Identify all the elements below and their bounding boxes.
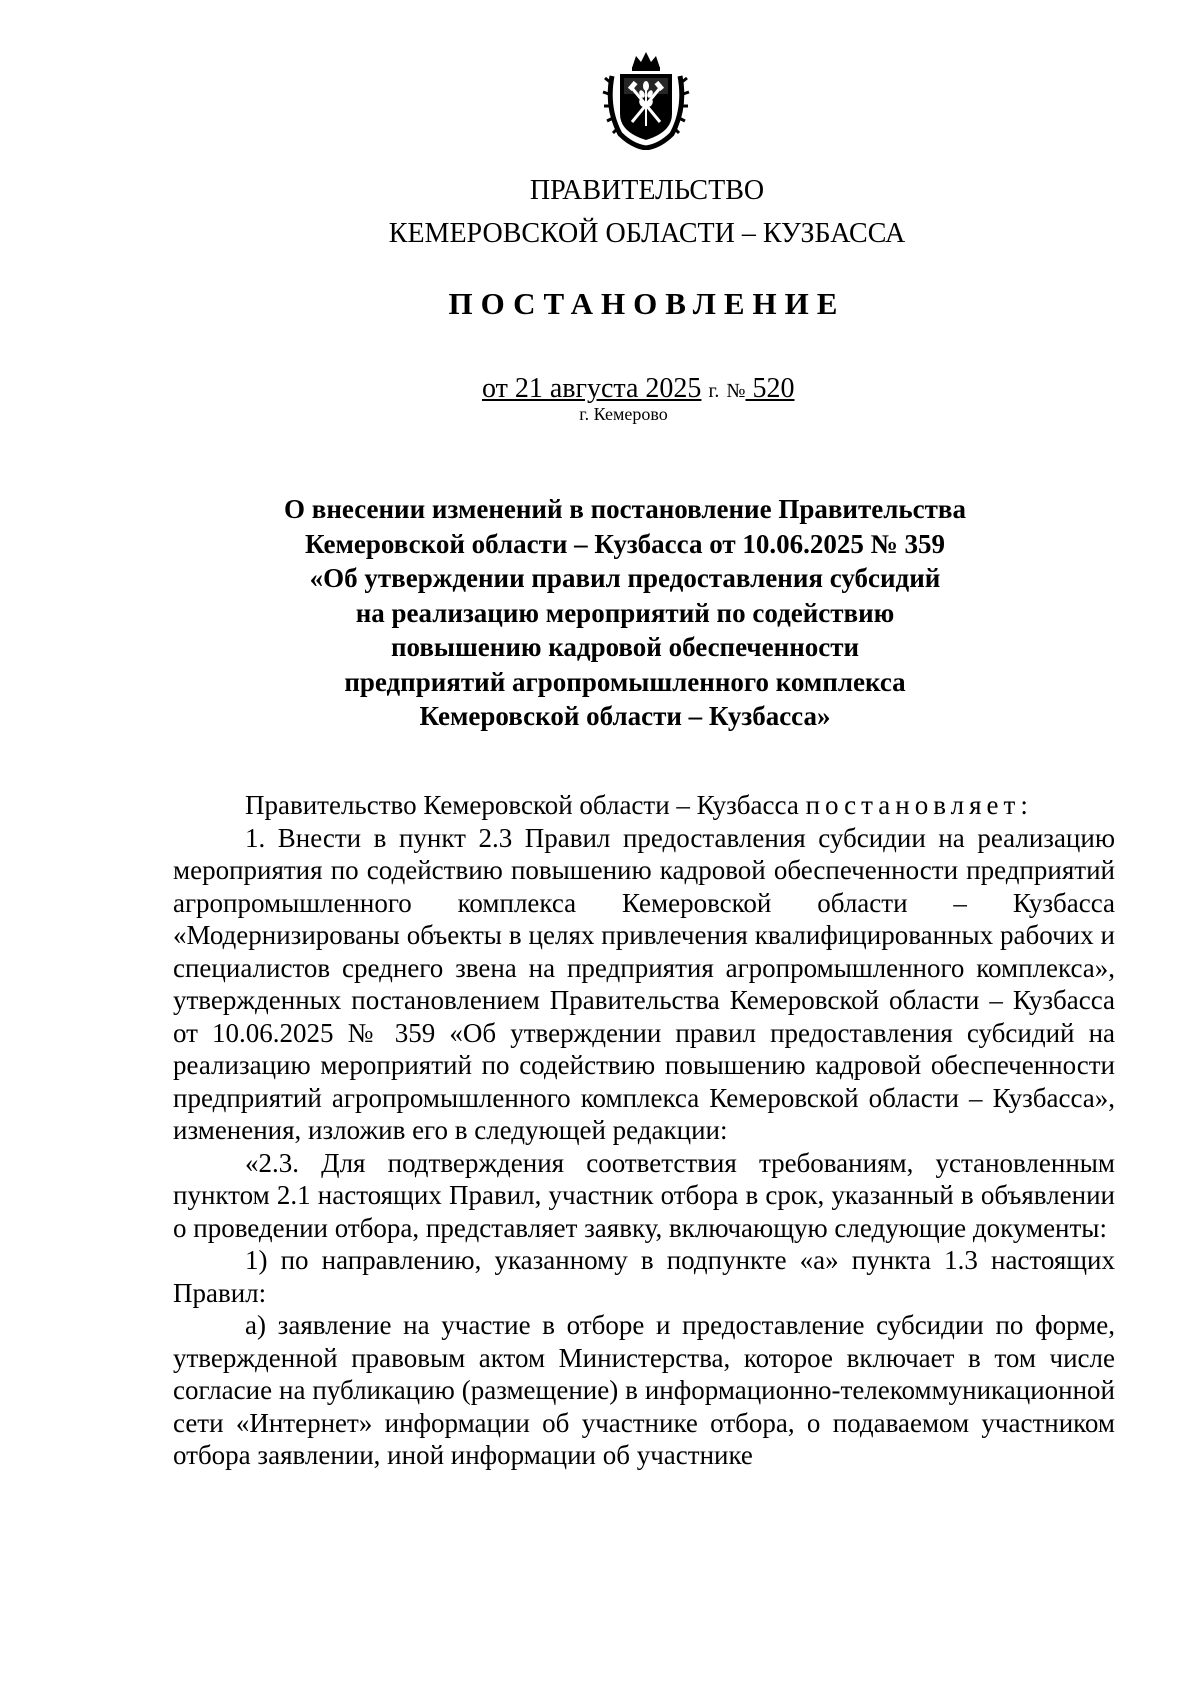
title-line: предприятий агропромышленного комплекса xyxy=(344,666,906,697)
title-line: О внесении изменений в постановление Правительства xyxy=(284,494,966,524)
date-number-line xyxy=(482,373,794,405)
document-title xyxy=(230,492,1020,734)
document-number: 520 xyxy=(752,373,795,404)
body-paragraph: 1. Внести в пункт 2.3 Правил предоставления субсидии на реализацию мероприятия по содействию повышению кадровой обеспеченности предприятий агропромышленного комплекса Кемеровской области – Кузбасса «Модернизированы объекты в целях привлечения квалифицированных рабочих и специалистов среднего звена на предприятия агропромышленного комплекса», утвержденных постановлением Правительства Кемеровской области – Кузбасса от 10.06.2025 № 359 «Об утверждении правил предоставления субсидий на реализацию мероприятий по содействию повышению кадровой обеспеченности предприятий агропромышленного комплекса Кемеровской области – Кузбасса», изменения, изложив его в следующей редакции: xyxy=(173,822,1115,1145)
number-sign: № xyxy=(726,380,746,402)
title-line: повышению кадровой обеспеченности xyxy=(390,632,860,662)
preamble-paragraph: Правительство Кемеровской области – Кузбасса постановляет: xyxy=(245,790,1028,820)
coat-of-arms-icon xyxy=(602,48,690,150)
body-paragraph: а) заявление на участие в отборе и предоставление субсидии по форме, утвержденной правовым актом Министерства, которое включает в том числе согласие на публикацию (размещение) в информационно-телекоммуникационной сети «Интернет» информации об участнике отбора, о подаваемом участником отбора заявлении, иной информации об участнике xyxy=(173,1310,1115,1470)
title-line: Кемеровской области – Кузбасса от 10.06.2025 № 359 xyxy=(304,528,946,559)
document-body xyxy=(173,789,1115,1472)
body-paragraph: 1) по направлению, указанному в подпункте «а» пункта 1.3 настоящих Правил: xyxy=(173,1245,1115,1308)
org-name-line2: КЕМЕРОВСКОЙ ОБЛАСТИ – КУЗБАССА xyxy=(388,218,906,249)
year-suffix: г. xyxy=(708,380,720,402)
resolution-verb: постановляет xyxy=(805,790,1021,820)
body-paragraph: «2.3. Для подтверждения соответствия требованиям, установленным пунктом 2.1 настоящих Правил, участник отбора в срок, указанный в объявлении о проведении отбора, представляет заявку, включающую следующие документы: xyxy=(173,1147,1115,1243)
title-line: Кемеровской области – Кузбасса» xyxy=(419,701,831,731)
document-city: г. Кемерово xyxy=(579,404,668,424)
org-name-line1: ПРАВИТЕЛЬСТВО xyxy=(529,175,765,206)
document-date: от 21 августа 2025 xyxy=(482,373,702,404)
document-type: ПОСТАНОВЛЕНИЕ xyxy=(448,286,846,321)
title-line: на реализацию мероприятий по содействию xyxy=(355,597,895,628)
title-line: «Об утверждении правил предоставления субсидий xyxy=(309,563,941,593)
